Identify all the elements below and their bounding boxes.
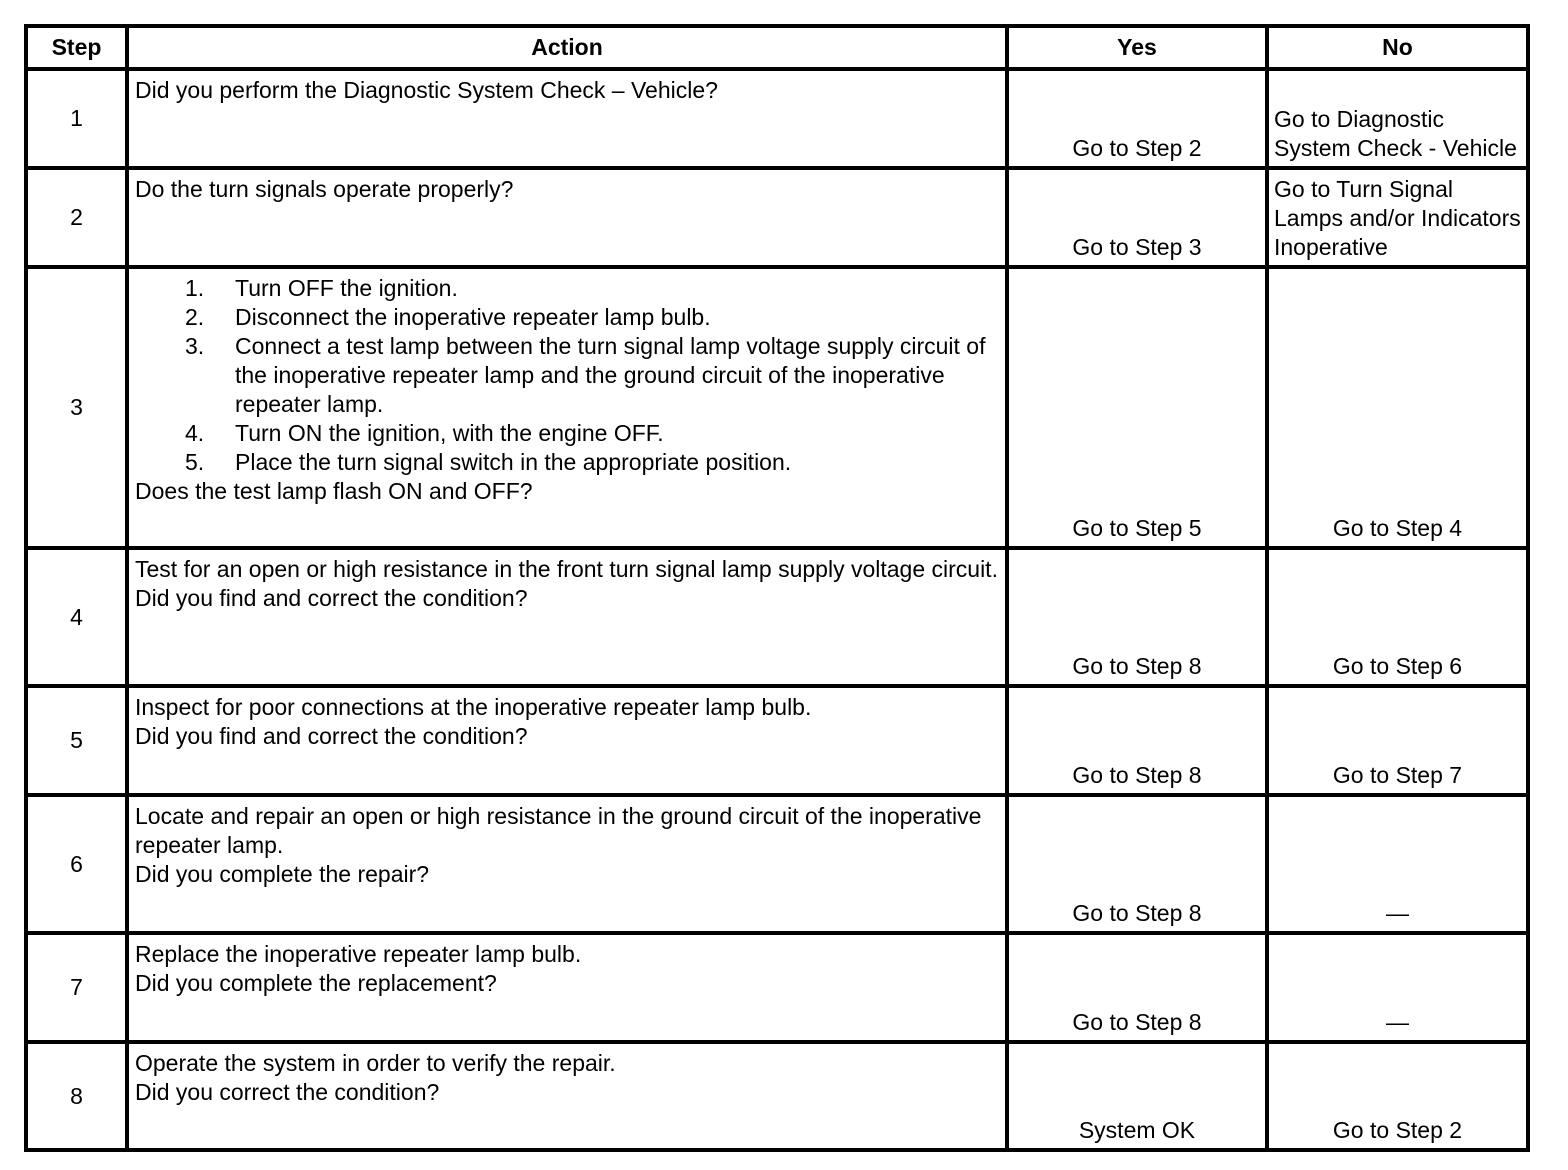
yes-cell: Go to Step 3	[1007, 168, 1267, 267]
diagnostic-table	[24, 24, 1530, 1152]
table-row	[26, 795, 1528, 933]
table-row	[26, 933, 1528, 1042]
action-instruction: Test for an open or high resistance in the front turn signal lamp supply voltage circuit.	[135, 556, 998, 582]
action-instruction: Operate the system in order to verify the repair.	[135, 1050, 616, 1076]
header-row	[26, 26, 1528, 69]
action-cell	[127, 795, 1007, 933]
yes-cell: Go to Step 8	[1007, 795, 1267, 933]
no-cell: Go to Step 4	[1267, 267, 1528, 548]
table-row	[26, 548, 1528, 686]
action-cell	[127, 1042, 1007, 1150]
action-cell	[127, 933, 1007, 1042]
step-number: 8	[26, 1042, 127, 1150]
substep-list	[185, 274, 1001, 477]
table-row	[26, 686, 1528, 795]
substep-item: 4. Turn ON the ignition, with the engine OFF.	[185, 420, 664, 446]
action-question: Did you find and correct the condition?	[135, 585, 528, 611]
action-cell	[127, 69, 1007, 168]
step-number: 7	[26, 933, 127, 1042]
no-cell: Go to Diagnostic System Check - Vehicle	[1267, 69, 1528, 168]
step-number: 1	[26, 69, 127, 168]
table-row	[26, 69, 1528, 168]
header-no: No	[1267, 26, 1528, 69]
header-yes: Yes	[1007, 26, 1267, 69]
substep-item: 1. Turn OFF the ignition.	[185, 275, 458, 301]
yes-cell: System OK	[1007, 1042, 1267, 1150]
yes-cell: Go to Step 5	[1007, 267, 1267, 548]
header-step: Step	[26, 26, 127, 69]
no-cell: —	[1267, 933, 1528, 1042]
step-number: 4	[26, 548, 127, 686]
table-row	[26, 267, 1528, 548]
yes-cell: Go to Step 8	[1007, 548, 1267, 686]
action-instruction: Did you perform the Diagnostic System Check – Vehicle?	[135, 77, 718, 103]
action-instruction: Locate and repair an open or high resistance in the ground circuit of the inoperative repeater lamp.	[135, 803, 982, 858]
substep-item: 3. Connect a test lamp between the turn signal lamp voltage supply circuit of the inoperative repeater lamp and the ground circuit of the inoperative repeater lamp.	[185, 333, 986, 417]
action-question: Does the test lamp flash ON and OFF?	[135, 478, 533, 504]
step-number: 5	[26, 686, 127, 795]
table-row	[26, 168, 1528, 267]
yes-cell: Go to Step 8	[1007, 686, 1267, 795]
substep-item: 2. Disconnect the inoperative repeater lamp bulb.	[185, 304, 711, 330]
action-cell	[127, 548, 1007, 686]
action-question: Did you complete the replacement?	[135, 970, 497, 996]
action-question: Did you find and correct the condition?	[135, 723, 528, 749]
no-cell: Go to Step 2	[1267, 1042, 1528, 1150]
action-question: Did you complete the repair?	[135, 861, 430, 887]
action-instruction: Inspect for poor connections at the inoperative repeater lamp bulb.	[135, 694, 812, 720]
action-instruction: Replace the inoperative repeater lamp bulb.	[135, 941, 582, 967]
step-number: 6	[26, 795, 127, 933]
action-instruction: Do the turn signals operate properly?	[135, 176, 514, 202]
no-cell: —	[1267, 795, 1528, 933]
no-cell: Go to Turn Signal Lamps and/or Indicators Inoperative	[1267, 168, 1528, 267]
action-cell	[127, 686, 1007, 795]
action-cell	[127, 168, 1007, 267]
no-cell: Go to Step 6	[1267, 548, 1528, 686]
table-row	[26, 1042, 1528, 1150]
step-number: 3	[26, 267, 127, 548]
substep-item: 5. Place the turn signal switch in the appropriate position.	[185, 449, 792, 475]
header-action: Action	[127, 26, 1007, 69]
no-cell: Go to Step 7	[1267, 686, 1528, 795]
action-question: Did you correct the condition?	[135, 1079, 440, 1105]
step-number: 2	[26, 168, 127, 267]
yes-cell: Go to Step 2	[1007, 69, 1267, 168]
action-cell	[127, 267, 1007, 548]
yes-cell: Go to Step 8	[1007, 933, 1267, 1042]
